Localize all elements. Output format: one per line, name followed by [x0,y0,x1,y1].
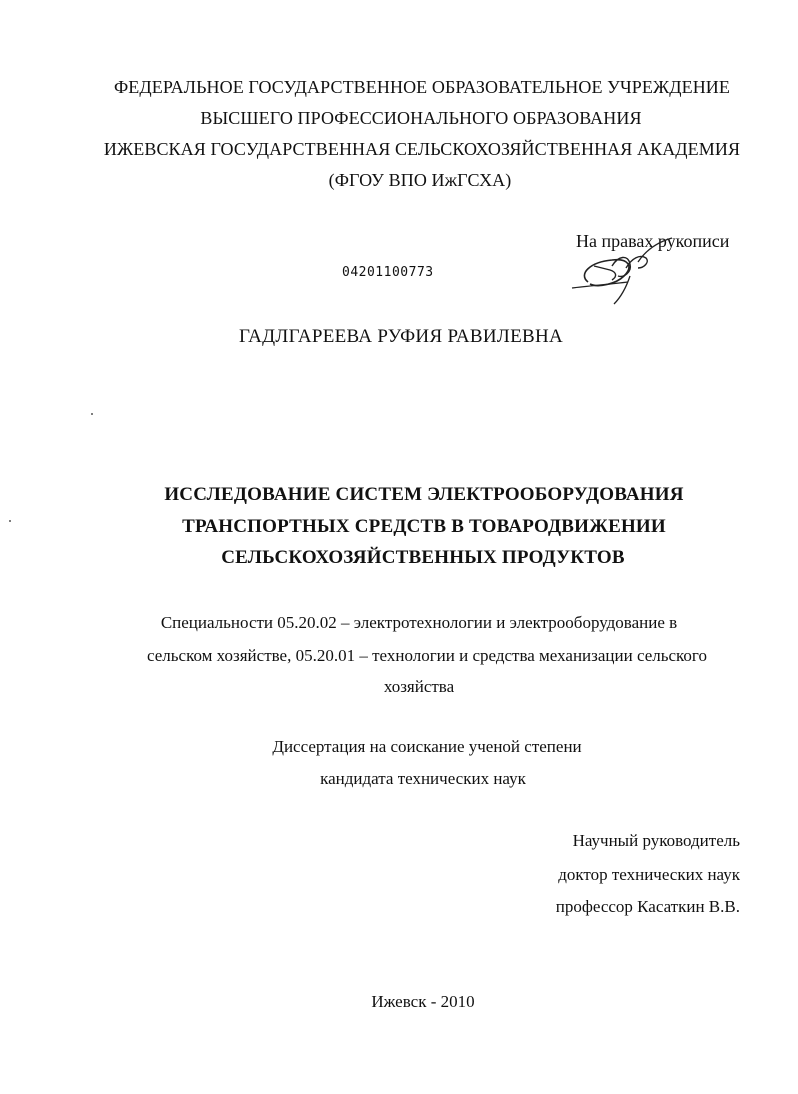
specialty-line-2: сельском хозяйстве, 05.20.01 – технологии и средства механизации сельского [147,646,707,665]
degree-statement-line-1: Диссертация на соискание ученой степени [272,737,582,756]
org-abbreviation: (ФГОУ ВПО ИжГСХА) [328,170,512,190]
thesis-title-line-2: ТРАНСПОРТНЫХ СРЕДСТВ В ТОВАРОДВИЖЕНИИ [182,516,666,537]
org-line-3: ИЖЕВСКАЯ ГОСУДАРСТВЕННАЯ СЕЛЬСКОХОЗЯЙСТВЕННАЯ АКАДЕМИЯ [103,139,741,159]
thesis-title-line-3: СЕЛЬСКОХОЗЯЙСТВЕННЫХ ПРОДУКТОВ [221,547,625,568]
specialty-line-1: Специальности 05.20.02 – электротехнологии и электрооборудование в [160,613,678,632]
org-line-1: ФЕДЕРАЛЬНОЕ ГОСУДАРСТВЕННОЕ ОБРАЗОВАТЕЛЬНОЕ УЧРЕЖДЕНИЕ [113,77,731,97]
manuscript-note: На правах рукописи [576,231,730,251]
supervisor-name: профессор Касаткин В.В. [555,897,740,916]
supervisor-degree: доктор технических наук [558,865,740,884]
supervisor-role: Научный руководитель [572,831,740,850]
degree-statement-line-2: кандидата технических наук [320,769,526,788]
scan-speck [9,520,11,522]
scan-speck [91,413,93,415]
city-year: Ижевск - 2010 [371,992,475,1011]
document-number: 04201100773 [342,265,434,280]
thesis-title-line-1: ИССЛЕДОВАНИЕ СИСТЕМ ЭЛЕКТРООБОРУДОВАНИЯ [164,484,684,505]
handwritten-signature [568,236,678,306]
author-name: ГАДЛГАРЕЕВА РУФИЯ РАВИЛЕВНА [238,326,564,347]
org-line-2: ВЫСШЕГО ПРОФЕССИОНАЛЬНОГО ОБРАЗОВАНИЯ [200,108,642,128]
specialty-line-3: хозяйства [383,677,455,696]
